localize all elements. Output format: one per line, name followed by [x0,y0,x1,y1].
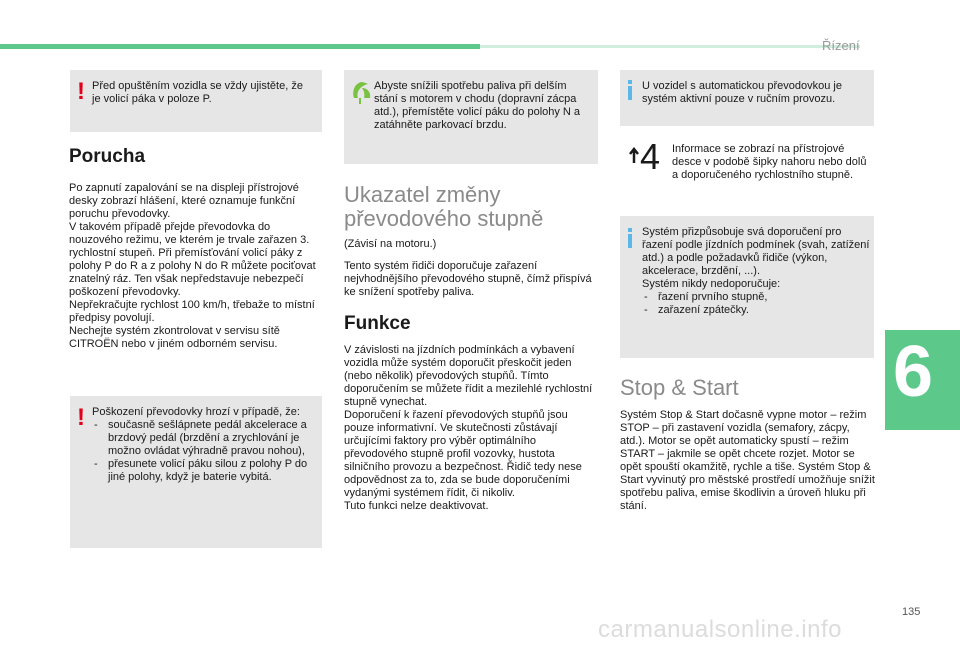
info-list-intro: Systém nikdy nedoporučuje: [642,278,781,290]
header-accent-bar [0,44,480,49]
gear-display-number: 4 [640,136,661,177]
funkce-body [344,344,600,513]
watermark: carmanualsonline.info [598,616,842,643]
info-text-automatic: U vozidel s automatickou převodovkou je systém aktivní pouze v ručním provozu. [642,80,842,105]
info-content [642,226,870,317]
funkce-paragraph: Tuto funkci nelze deaktivovat. [344,500,489,512]
warning-box-lever [70,70,322,132]
section-title-stop-start: Stop & Start [620,375,739,400]
title-line-1: Ukazatel změny [344,182,501,207]
section-title-porucha: Porucha [69,146,146,167]
warning-icon: ! [77,404,85,431]
title-line-2: převodového stupně [344,206,544,231]
list-item: - současně sešlápnete pedál akcelerace a brzdový pedál (brzdění a zrychlování je možno ovládat výhradně pravou nohou), [92,419,316,458]
porucha-paragraph: V takovém případě přejde převodovka do nouzového režimu, ve kterém je trvale zařazen 3. rychlostní stupeň. Při přemísťování volicí páky z polohy P do R a z polohy N do R můžete pociťovat znatelný ráz. Ten však nepředstavuje nebezpečí poškození převodovky. [69,221,316,298]
chapter-tab [885,330,960,430]
eco-note-text: Abyste snížili spotřebu paliva při delším stání s motorem v chodu (dopravní zácpa atd.), přemístěte volicí páku do polohy N a zatáhněte parkovací brzdu. [374,80,581,131]
info-icon [628,228,632,248]
page-number: 135 [902,606,921,618]
info-box-automatic [620,70,874,126]
info-text-adaptation: Systém přizpůsobuje svá doporučení pro řazení podle jízdních podmínek (svah, zatížení atd.) a podle požadavků řidiče (výkon, akcelerace, brzdění, ...). [642,226,870,277]
gear-indicator-description: Tento systém řidiči doporučuje zařazení nejvhodnějšího převodového stupně, čímž přispívá ke snížení spotřeby paliva. [344,260,592,298]
section-title-gear-indicator [344,183,543,231]
stop-start-body: Systém Stop & Start dočasně vypne motor – režim STOP – při zastavení vozidla (semafory, zácpy, atd.). Motor se opět automaticky spustí – režim START – jakmile se opět chcete rozjet. Motor se opět spouští okamžitě, rychle a tiše. Systém Stop & Start vyvinutý pro městské prostředí umožňuje snížit spotřebu paliva, emise škodlivin a úroveň hluku při stání. [620,409,875,512]
warning-intro: Poškození převodovky hrozí v případě, že: [92,406,300,418]
warning-box-damage [70,396,322,548]
info-icon [628,80,632,100]
warning-content [92,406,316,484]
warning-text-lever: Před opuštěním vozidla se vždy ujistěte, že je volicí páka v poloze P. [92,80,303,105]
list-item: - zařazení zpátečky. [642,304,870,317]
chapter-title: Řízení [822,38,860,53]
info-list [642,291,870,317]
section-title-funkce: Funkce [344,313,411,334]
warning-list [92,419,316,484]
header-accent-line [480,45,860,48]
gear-display-symbol [626,136,666,183]
funkce-paragraph: V závislosti na jízdních podmínkách a vybavení vozidla může systém doporučit přeskočit jeden (nebo několik) převodových stupňů. Tímto doporučením se můžete řídit a mezilehlé rychlostní stupně vynechat. [344,344,593,408]
porucha-body [69,182,323,351]
warning-icon: ! [77,78,85,105]
gear-display-text: Informace se zobrazí na přístrojové desce v podobě šipky nahoru nebo dolů a doporučeného rychlostního stupně. [672,143,867,181]
funkce-paragraph: Doporučení k řazení převodových stupňů jsou pouze informativní. Ve skutečnosti zůstávají určujícími faktory pro výběr optimálního převodového stupně profil vozovky, hustota silničního provozu a bezpečnost. Řidič tedy nese odpovědnost za to, zda se bude doporučeními vydanými systémem řídit, či nikoliv. [344,409,582,499]
porucha-paragraph: Po zapnutí zapalování se na displeji přístrojové desky zobrazí hlášení, které oznamuje funkční poruchu převodovky. [69,182,299,220]
list-item: - řazení prvního stupně, [642,291,870,304]
list-item: - přesunete volicí páku silou z polohy P do jiné polohy, když je baterie vybitá. [92,458,316,484]
porucha-paragraph: Nepřekračujte rychlost 100 km/h, třebaže to místní předpisy povolují. [69,299,315,324]
engine-dependency-note: (Závisí na motoru.) [344,238,437,250]
chapter-number: 6 [893,332,934,412]
leaf-icon [350,80,372,104]
eco-note-box [344,70,598,164]
info-box-adaptation [620,216,874,358]
porucha-paragraph: Nechejte systém zkontrolovat v servisu sítě CITROËN nebo v jiném odborném servisu. [69,325,280,350]
